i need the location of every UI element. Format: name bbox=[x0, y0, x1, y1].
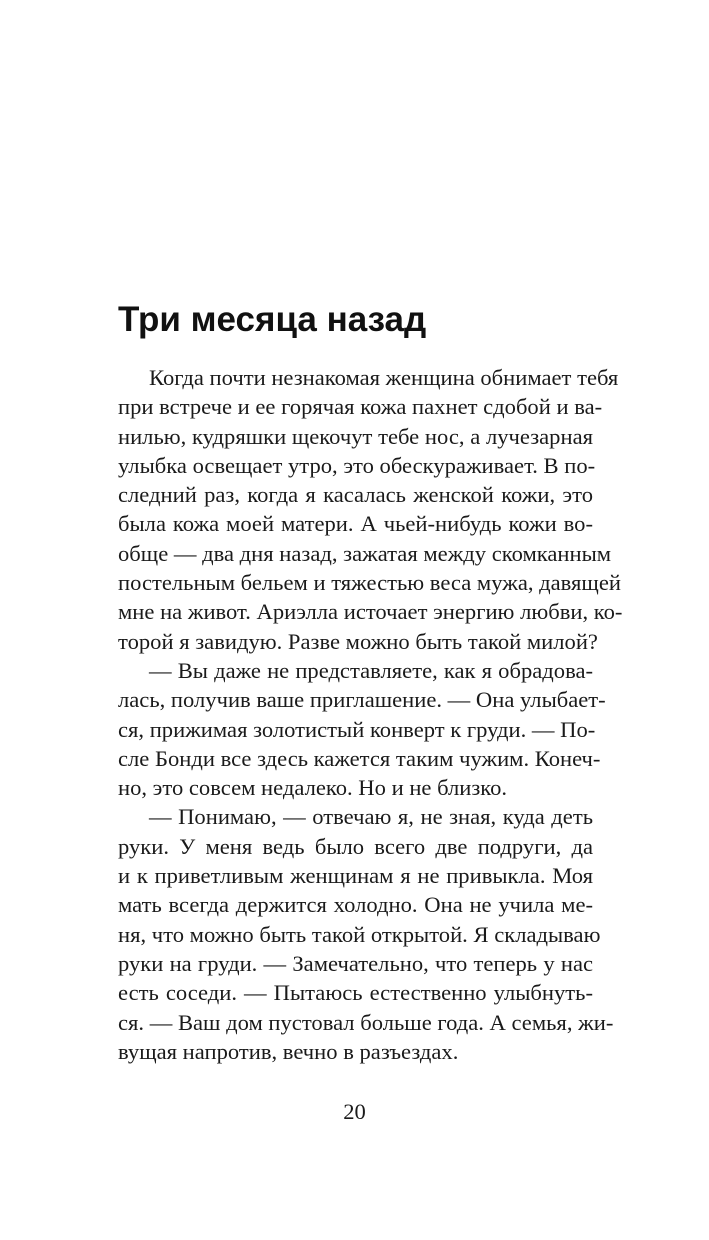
text-line: при встрече и ее горячая кожа пахнет сдобой и ва- bbox=[118, 394, 603, 420]
paragraph-3 bbox=[118, 802, 614, 1066]
text-line: была кожа моей матери. А чьей-нибудь кожи во- bbox=[118, 511, 593, 537]
paragraph-2 bbox=[118, 656, 606, 802]
text-line: следний раз, когда я касалась женской кожи, это bbox=[118, 482, 593, 508]
text-line: вущая напротив, вечно в разъездах. bbox=[118, 1038, 459, 1064]
chapter-title: Три месяца назад bbox=[118, 300, 427, 339]
text-line: руки. У меня ведь было всего две подруги, да bbox=[118, 833, 593, 859]
text-line: улыбка освещает утро, это обескураживает. В по- bbox=[118, 452, 596, 478]
text-line: ся. — Ваш дом пустовал больше года. А семья, жи- bbox=[118, 1009, 614, 1035]
text-line: лась, получив ваше приглашение. — Она улыбает- bbox=[118, 687, 606, 713]
text-line: обще — два дня назад, зажатая между скомканным bbox=[118, 540, 612, 566]
page-number: 20 bbox=[343, 1099, 366, 1124]
text-line: ся, прижимая золотистый конверт к груди. — По- bbox=[118, 716, 596, 742]
text-line: мне на живот. Ариэлла источает энергию любви, ко- bbox=[118, 599, 623, 625]
text-line: есть соседи. — Пытаюсь естественно улыбнуть- bbox=[118, 980, 593, 1006]
text-line: — Вы даже не представляете, как я обрадова- bbox=[149, 657, 593, 683]
text-line: сле Бонди все здесь кажется таким чужим. Конеч- bbox=[118, 745, 601, 771]
paragraph-1 bbox=[118, 363, 623, 656]
text-line: ня, что можно быть такой открытой. Я складываю bbox=[118, 921, 601, 947]
body-text bbox=[118, 363, 623, 1066]
text-line: Когда почти незнакомая женщина обнимает тебя bbox=[149, 365, 619, 390]
text-line: — Понимаю, — отвечаю я, не зная, куда деть bbox=[149, 804, 593, 830]
text-line: но, это совсем недалеко. Но и не близко. bbox=[118, 775, 508, 801]
text-line: нилью, кудряшки щекочут тебе нос, а лучезарная bbox=[118, 423, 593, 449]
text-line: и к приветливым женщинам я не привыкла. Моя bbox=[118, 863, 593, 889]
text-line: мать всегда держится холодно. Она не учила ме- bbox=[118, 892, 593, 918]
text-line: постельным бельем и тяжестью веса мужа, давящей bbox=[118, 570, 621, 596]
text-line: руки на груди. — Замечательно, что теперь у нас bbox=[118, 950, 593, 976]
text-line: торой я завидую. Разве можно быть такой милой? bbox=[118, 628, 598, 654]
